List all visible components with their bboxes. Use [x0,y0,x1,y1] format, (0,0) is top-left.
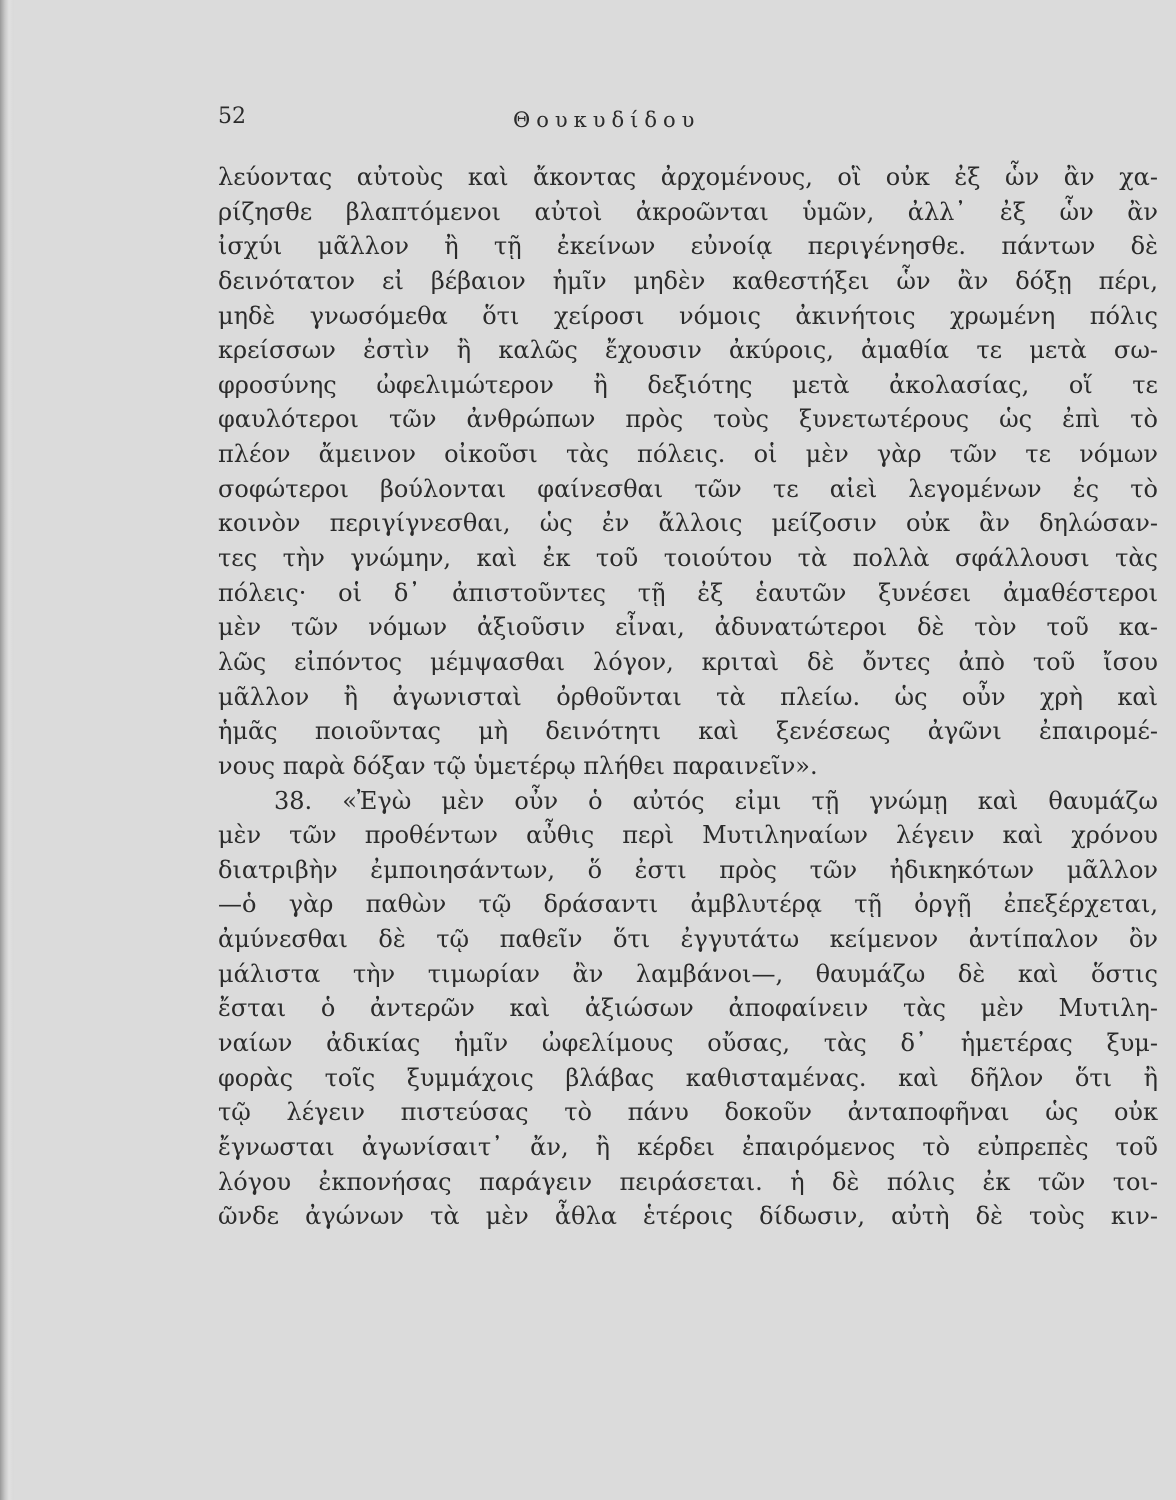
text-line: ῶνδε ἀγώνων τὰ μὲν ἆθλα ἑτέροις δίδωσιν, αὐτὴ δὲ τοὺς κιν- [218,1202,1158,1231]
text-line: φροσύνης ὠφελιμώτερον ἢ δεξιότης μετὰ ἀκολασίας, οἵ τε [218,370,1158,399]
text-line: —ὁ γὰρ παθὼν τῷ δράσαντι ἀμβλυτέρᾳ τῇ ὀργῇ ἐπεξέρχεται, [218,890,1158,919]
text-line: φαυλότεροι τῶν ἀνθρώπων πρὸς τοὺς ξυνετωτέρους ὡς ἐπὶ τὸ [218,405,1158,434]
text-line: διατριβὴν ἐμποιησάντων, ὅ ἐστι πρὸς τῶν ἠδικηκότων μᾶλλον [218,855,1158,884]
text-line: τες τὴν γνώμην, καὶ ἐκ τοῦ τοιούτου τὰ πολλὰ σφάλλουσι τὰς [218,544,1158,573]
text-line: ἔσται ὁ ἀντερῶν καὶ ἀξιώσων ἀποφαίνειν τὰς μὲν Μυτιλη- [218,994,1158,1023]
text-line: μὲν τῶν προθέντων αὖθις περὶ Μυτιληναίων λέγειν καὶ χρόνου [218,821,1158,850]
text-line: τῷ λέγειν πιστεύσας τὸ πάνυ δοκοῦν ἀνταποφῆναι ὡς οὐκ [218,1098,1158,1127]
text-line: πλέον ἄμεινον οἰκοῦσι τὰς πόλεις. οἱ μὲν γὰρ τῶν τε νόμων [218,440,1158,469]
text-line: ἡμᾶς ποιοῦντας μὴ δεινότητι καὶ ξενέσεως ἀγῶνι ἐπαιρομέ- [218,717,1158,746]
page-header [218,100,1138,140]
text-line: μᾶλλον ἢ ἀγωνισταὶ ὀρθοῦνται τὰ πλείω. ὡς οὖν χρὴ καὶ [218,682,1158,711]
text-line: ρίζησθε βλαπτόμενοι αὐτοὶ ἀκροῶνται ὑμῶν, ἀλλ᾽ ἐξ ὧν ἂν [218,197,1158,226]
text-line: σοφώτεροι βούλονται φαίνεσθαι τῶν τε αἰεὶ λεγομένων ἐς τὸ [218,474,1158,503]
book-spine-edge [0,0,14,1500]
text-line: λῶς εἰπόντος μέμψασθαι λόγον, κριταὶ δὲ ὄντες ἀπὸ τοῦ ἴσου [218,647,1158,676]
text-line: ἰσχύι μᾶλλον ἢ τῇ ἐκείνων εὐνοίᾳ περιγένησθε. πάντων δὲ [218,232,1158,261]
page-number: 52 [218,104,246,129]
text-line: ἔγνωσται ἀγωνίσαιτ᾽ ἄν, ἢ κέρδει ἐπαιρόμενος τὸ εὐπρεπὲς τοῦ [218,1132,1158,1161]
running-title: Θουκυδίδου [513,108,701,132]
text-line: κρείσσων ἐστὶν ἢ καλῶς ἔχουσιν ἀκύροις, ἀμαθία τε μετὰ σω- [218,336,1158,365]
text-line: μάλιστα τὴν τιμωρίαν ἂν λαμβάνοι—, θαυμάζω δὲ καὶ ὅστις [218,959,1158,988]
paragraph-end-line: νους παρὰ δόξαν τῷ ὑμετέρῳ πλήθει παραινεῖν». [218,751,818,780]
text-line: ἀμύνεσθαι δὲ τῷ παθεῖν ὅτι ἐγγυτάτω κείμενον ἀντίπαλον ὂν [218,925,1158,954]
text-line: δεινότατον εἰ βέβαιον ἡμῖν μηδὲν καθεστήξει ὧν ἂν δόξῃ πέρι, [218,266,1158,295]
chapter-38-start-line: 38. «Ἐγὼ μὲν οὖν ὁ αὐτός εἰμι τῇ γνώμῃ καὶ θαυμάζω [274,786,1158,815]
text-line: φορὰς τοῖς ξυμμάχοις βλάβας καθισταμένας. καὶ δῆλον ὅτι ἢ [218,1063,1158,1092]
text-line: πόλεις· οἱ δ᾽ ἀπιστοῦντες τῇ ἐξ ἑαυτῶν ξυνέσει ἀμαθέστεροι [218,578,1158,607]
text-line: μὲν τῶν νόμων ἀξιοῦσιν εἶναι, ἀδυνατώτεροι δὲ τὸν τοῦ κα- [218,613,1158,642]
text-line: μηδὲ γνωσόμεθα ὅτι χείροσι νόμοις ἀκινήτοις χρωμένη πόλις [218,301,1158,330]
text-line: κοινὸν περιγίγνεσθαι, ὡς ἐν ἄλλοις μείζοσιν οὐκ ἂν δηλώσαν- [218,509,1158,538]
body-text [218,160,1158,1234]
text-line: ναίων ἀδικίας ἡμῖν ὠφελίμους οὔσας, τὰς δ᾽ ἡμετέρας ξυμ- [218,1029,1158,1058]
text-line: λεύοντας αὐτοὺς καὶ ἄκοντας ἀρχομένους, οἳ οὐκ ἐξ ὧν ἂν χα- [218,163,1158,191]
text-line: λόγου ἐκπονήσας παράγειν πειράσεται. ἡ δὲ πόλις ἐκ τῶν τοι- [218,1167,1158,1196]
